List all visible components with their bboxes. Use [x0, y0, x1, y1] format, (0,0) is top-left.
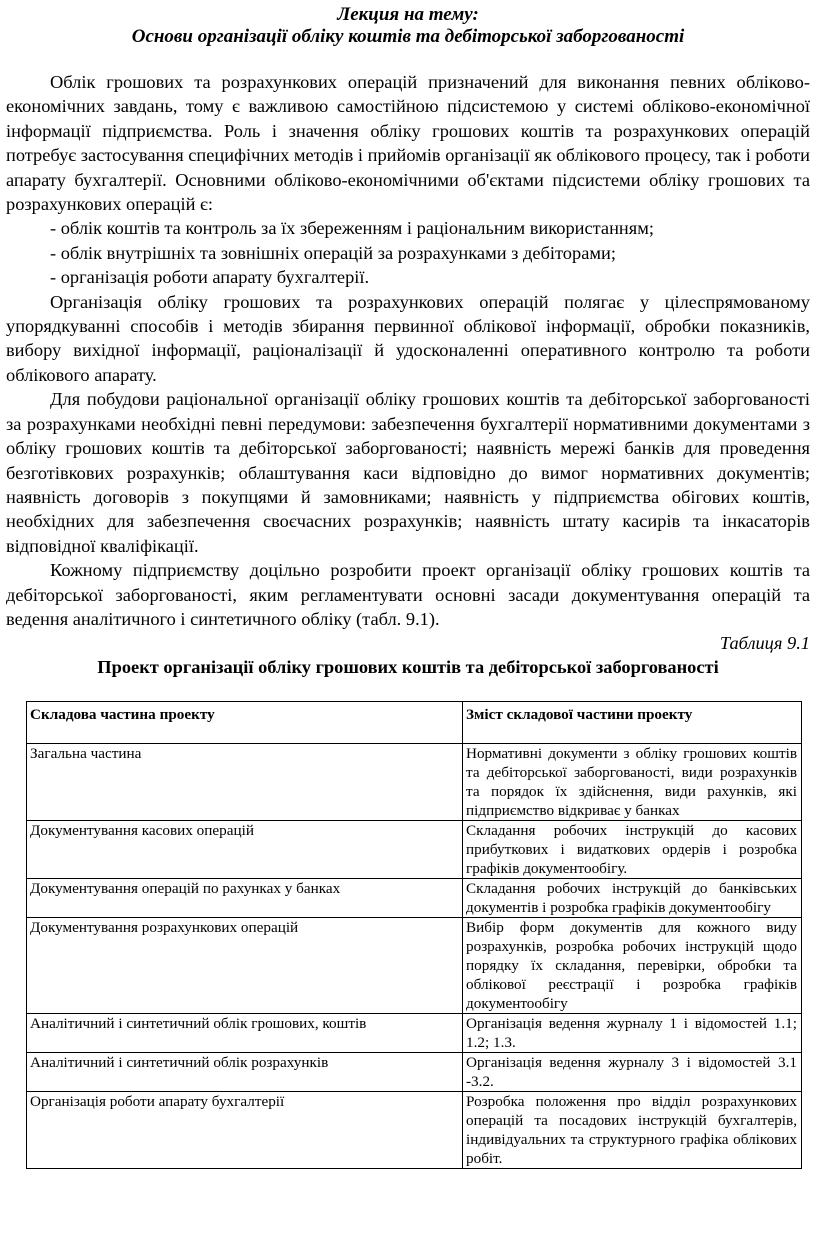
- table-cell: Складання робочих інструкцій до банківських документів і розробка графіків документообігу: [463, 879, 802, 918]
- list-item: - облік коштів та контроль за їх збереженням і раціональним використанням;: [50, 218, 654, 239]
- table-row: [27, 744, 802, 821]
- table-cell: Документування операцій по рахунках у банках: [27, 879, 463, 918]
- lecture-label: Лекция на тему:: [337, 4, 479, 25]
- paragraph-1: Облік грошових та розрахункових операцій призначений для виконання певних обліково-економічних завдань, тому є важливою самостійною підсистемою у системі обліково-економічної інформації підприємства. Роль і значення обліку грошових коштів та розрахункових операцій потребує застосування специфічних методів і прийомів організації як облікового процесу, так і роботи апарату бухгалтерії. Основними обліково-економічними об'єктами підсистеми обліку грошових та розрахункових операцій є:: [6, 72, 810, 215]
- table-cell: Організація роботи апарату бухгалтерії: [27, 1092, 463, 1169]
- table-row: [27, 821, 802, 879]
- table-cell: Аналітичний і синтетичний облік грошових, коштів: [27, 1014, 463, 1053]
- table-row: [27, 1014, 802, 1053]
- column-header: Складова частина проекту: [27, 702, 463, 744]
- lecture-title: Основи організації обліку коштів та дебіторської заборгованості: [131, 26, 685, 47]
- table-row: [27, 918, 802, 1014]
- table-cell: Аналітичний і синтетичний облік розрахунків: [27, 1053, 463, 1092]
- table-cell: Документування касових операцій: [27, 821, 463, 879]
- table-cell: Складання робочих інструкцій до касових прибуткових і видаткових ордерів і розробка графіків документообігу.: [463, 821, 802, 879]
- table-cell: Розробка положення про відділ розрахункових операцій та посадових інструкцій бухгалтерів, індивідуальних та структурного графіка облікових робіт.: [463, 1092, 802, 1169]
- list-item: - облік внутрішніх та зовнішніх операцій за розрахунками з дебіторами;: [50, 242, 616, 263]
- table-cell: Вибір форм документів для кожного виду розрахунків, розробка робочих інструкцій щодо порядку їх складання, перевірки, обробки та облікової реєстрації і розробка графіків документообігу: [463, 918, 802, 1014]
- paragraph-4: Кожному підприємству доцільно розробити проект організації обліку грошових коштів та дебіторської заборгованості, яким регламентувати основні засади документування операцій та ведення аналітичного і синтетичного обліку (табл. 9.1).: [6, 560, 810, 629]
- table-row: [27, 1053, 802, 1092]
- column-header: Зміст складової частини проекту: [463, 702, 802, 744]
- table-cell: Організація ведення журналу 1 і відомостей 1.1; 1.2; 1.3.: [463, 1014, 802, 1053]
- project-table: [26, 701, 802, 1169]
- table-row: [27, 879, 802, 918]
- table-header-row: [27, 702, 802, 744]
- list-item: - організація роботи апарату бухгалтерії.: [50, 267, 370, 288]
- table-label: Таблиця 9.1: [719, 633, 810, 654]
- table-cell: Загальна частина: [27, 744, 463, 821]
- table-cell: Нормативні документи з обліку грошових коштів та дебіторської заборгованості, види розрахунків та порядок їх здійснення, види рахунків, які підприємство відкриває у банках: [463, 744, 802, 821]
- table-row: [27, 1092, 802, 1169]
- table-cell: Організація ведення журналу 3 і відомостей 3.1 -3.2.: [463, 1053, 802, 1092]
- paragraph-2: Організація обліку грошових та розрахункових операцій полягає у цілеспрямованому упорядкуванні способів і методів збирання первинної облікової інформації, обробки показників, вибору вихідної інформації, раціоналізації й удосконаленні оперативного контролю та роботи облікового апарату.: [6, 291, 810, 385]
- table-cell: Документування розрахункових операцій: [27, 918, 463, 1014]
- paragraph-3: Для побудови раціональної організації обліку грошових коштів та дебіторської заборгованості за розрахунками необхідні певні передумови: забезпечення бухгалтерії нормативними документами з обліку грошових коштів та дебіторської заборгованості; наявність мережі банків для проведення безготівкових розрахунків; облаштування каси відповідно до вимог нормативних документів; наявність договорів з покупцями й замовниками; наявність у підприємства обігових коштів, необхідних для забезпечення своєчасних розрахунків; наявність штату касирів та інкасаторів відповідної кваліфікації.: [6, 389, 810, 556]
- objects-list: [6, 216, 810, 289]
- table-title: Проект організації обліку грошових коштів та дебіторської заборгованості: [97, 657, 719, 678]
